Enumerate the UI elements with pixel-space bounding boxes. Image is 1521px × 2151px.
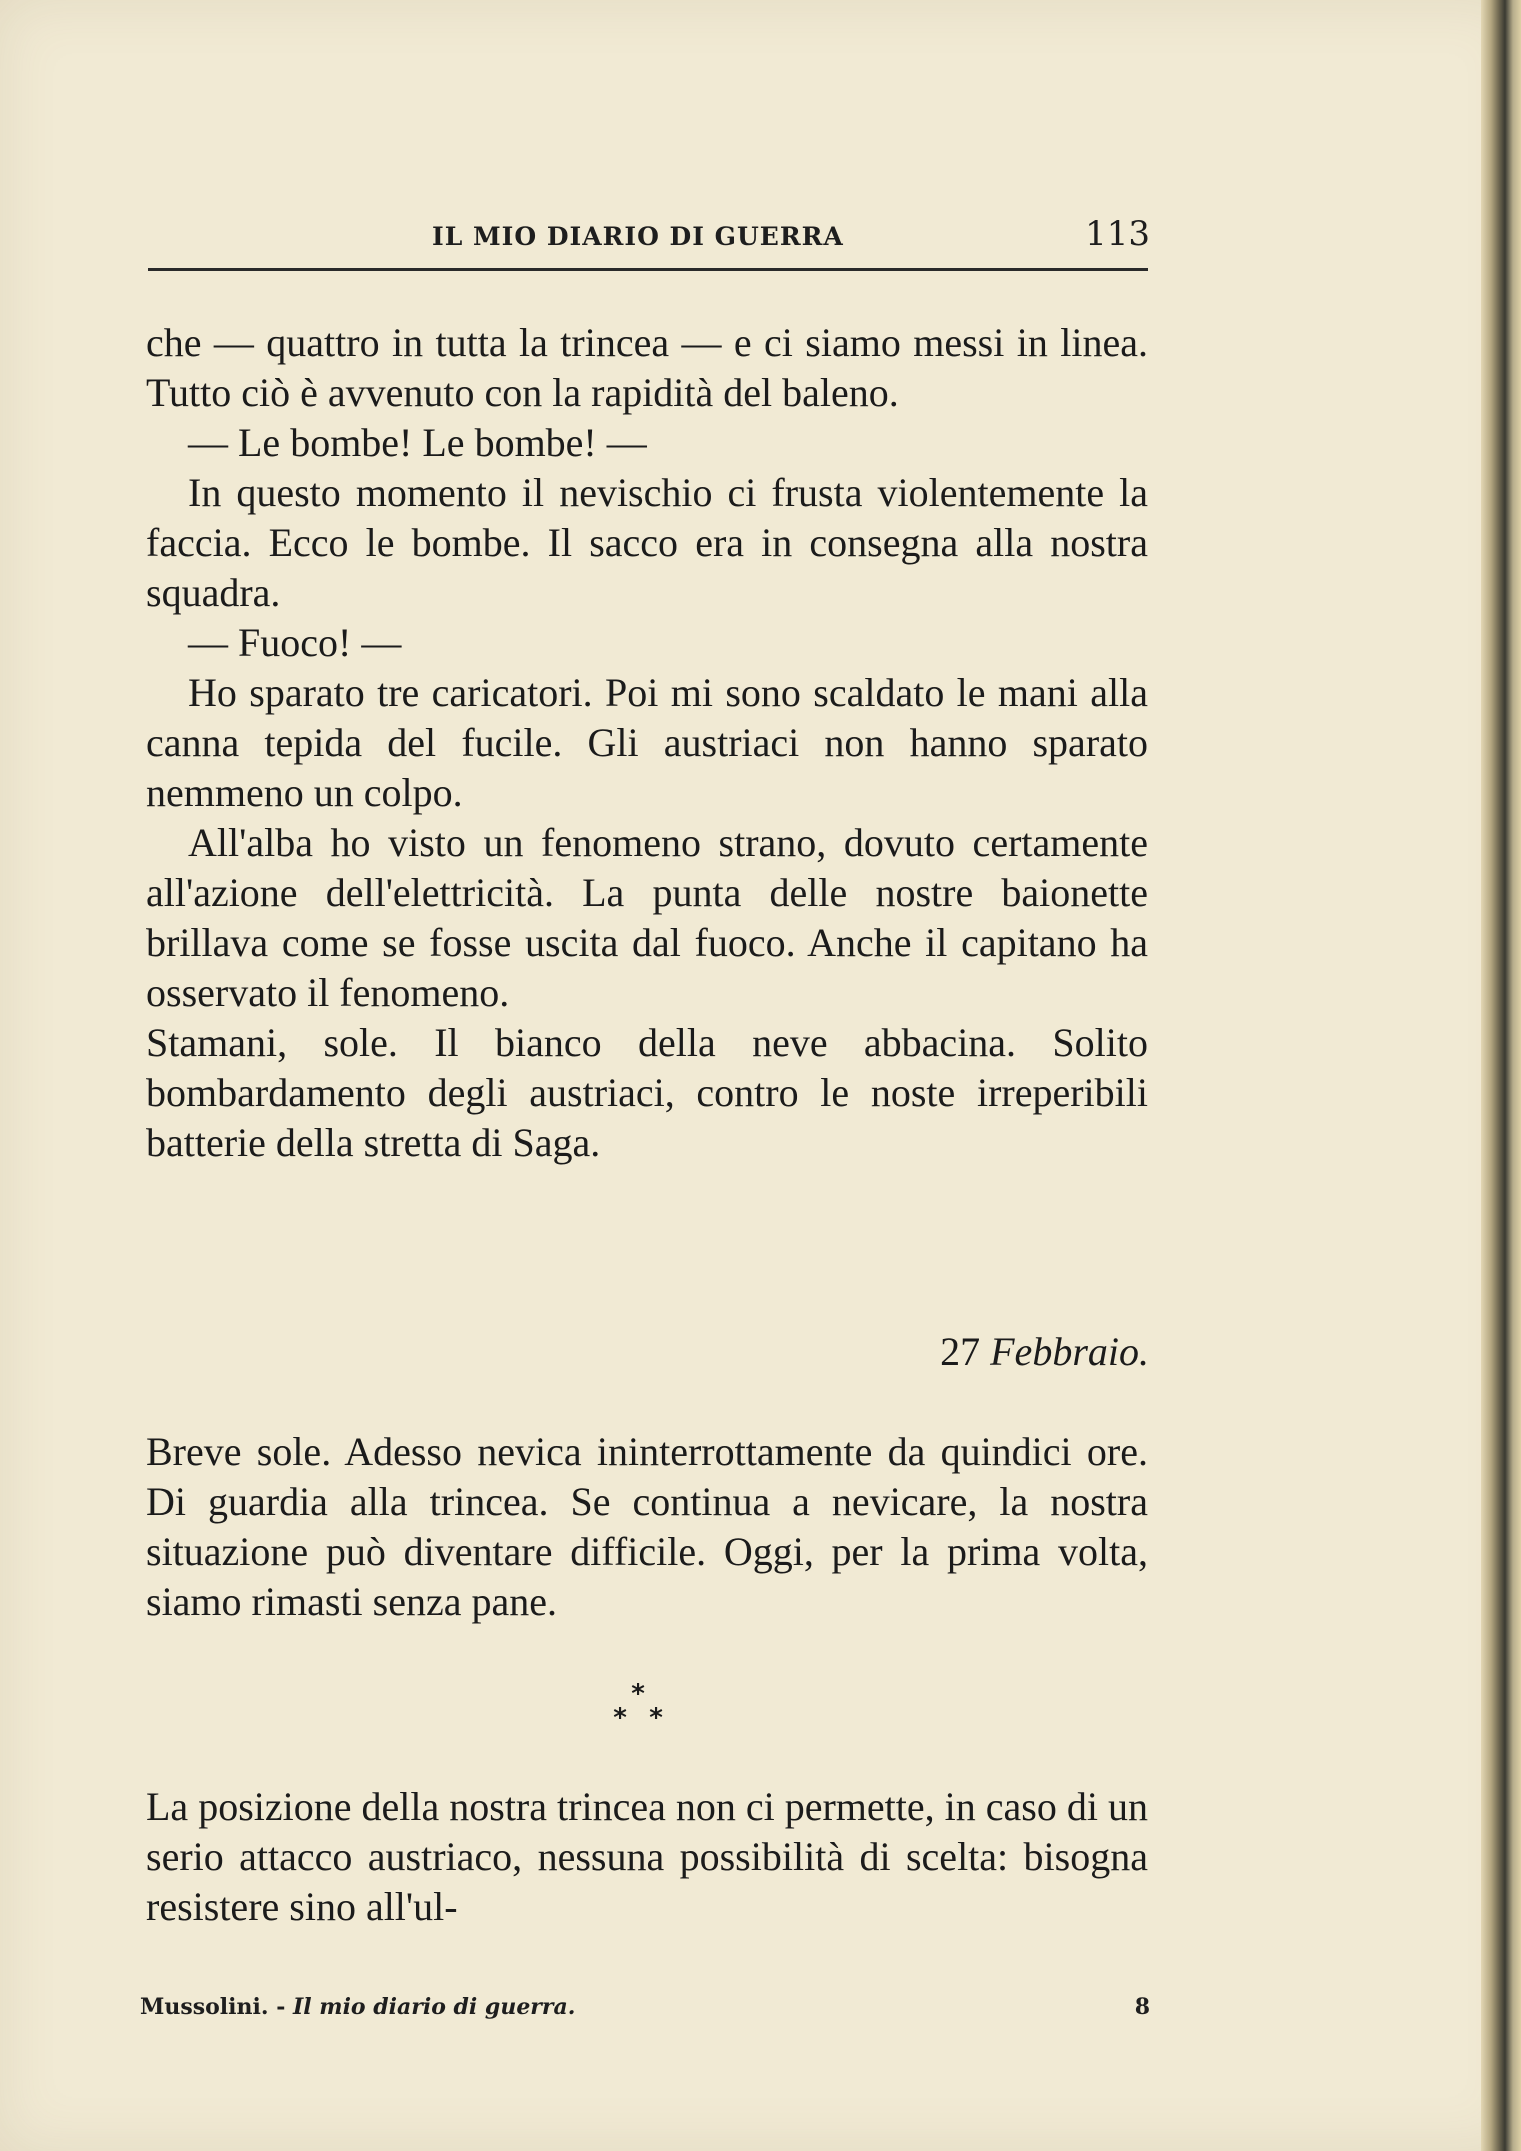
paragraph: All'alba ho visto un fenomeno strano, dovuto certamente all'azione dell'elettricità. La punta delle nostre baionette brillava come se fosse uscita dal fuoco. Anche il capitano ha osservato il fenomeno. xyxy=(146,820,1148,1015)
asterism-icon xyxy=(598,1680,678,1740)
entry-date xyxy=(940,1328,1149,1375)
page-footer xyxy=(140,1988,1150,2028)
asterism-star-left: * xyxy=(613,1703,627,1733)
paragraph: che — quattro in tutta la trincea — e ci siamo messi in linea. Tutto ciò è avvenuto con la rapidità del baleno. xyxy=(146,320,1148,415)
entry-date-month: Febbraio. xyxy=(990,1329,1149,1374)
asterism-star-top: * xyxy=(631,1680,645,1709)
paragraph: La posizione della nostra trincea non ci permette, in caso di un serio attacco austriaco, nessuna possibilità di scelta: bisogna resistere sino all'ul- xyxy=(146,1784,1148,1929)
paragraph: — Le bombe! Le bombe! — xyxy=(188,420,647,465)
footer-separator: - xyxy=(268,1994,293,2020)
footer-gathering-number: 8 xyxy=(1134,1994,1150,2020)
footer-book-title: Il mio diario di guerra. xyxy=(292,1994,576,2020)
entry-text-block xyxy=(146,1427,1148,1627)
paragraph: Breve sole. Adesso nevica ininterrottamente da quindici ore. Di guardia alla trincea. Se continua a nevicare, la nostra situazione può diventare difficile. Oggi, per la prima volta, siamo rimasti senza pane. xyxy=(146,1429,1148,1624)
header-rule xyxy=(148,268,1148,271)
paragraph: — Fuoco! — xyxy=(188,620,402,665)
page-header xyxy=(140,212,1150,262)
main-text-block xyxy=(146,318,1148,1168)
paragraph: Ho sparato tre caricatori. Poi mi sono scaldato le mani alla canna tepida del fucile. Gli austriaci non hanno sparato nemmeno un colpo. xyxy=(146,670,1148,815)
book-spine-edge xyxy=(1481,0,1521,2151)
asterism-star-right: * xyxy=(649,1703,663,1733)
footer-author: Mussolini. xyxy=(140,1994,269,2020)
closing-text-block xyxy=(146,1782,1148,1932)
footer-signature-line xyxy=(140,1994,575,2020)
page-number: 113 xyxy=(1085,214,1150,254)
paragraph: In questo momento il nevischio ci frusta violentemente la faccia. Ecco le bombe. Il sacco era in consegna alla nostra squadra. xyxy=(146,470,1148,615)
paragraph: Stamani, sole. Il bianco della neve abbacina. Solito bombardamento degli austriaci, contro le noste irreperibili batterie della stretta di Saga. xyxy=(146,1020,1148,1165)
running-title: IL MIO DIARIO DI GUERRA xyxy=(432,222,844,251)
entry-date-day: 27 xyxy=(940,1329,981,1374)
